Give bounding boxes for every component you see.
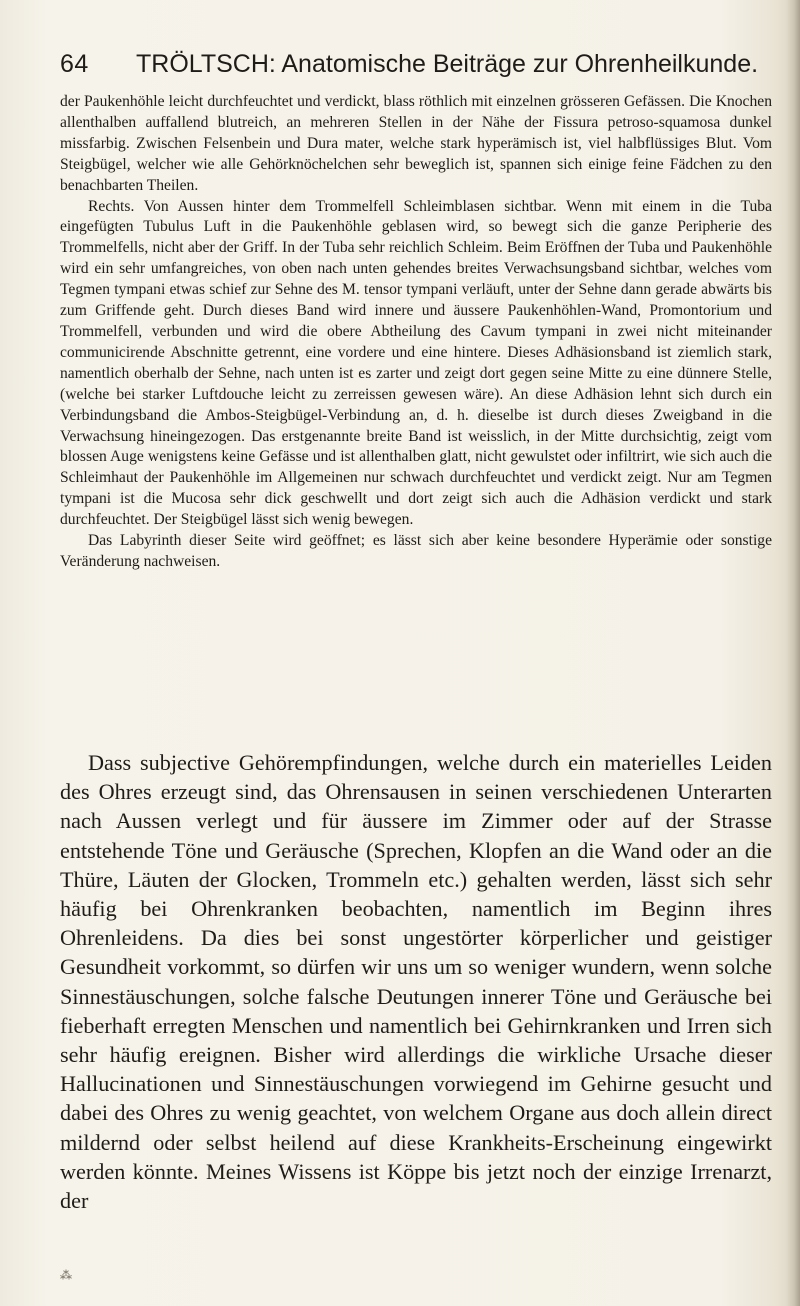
page-number: 64 bbox=[60, 50, 89, 78]
paragraph-labyrinth: Das Labyrinth dieser Seite wird geöffnet; es lässt sich aber keine besondere Hyperämie oder sonstige Veränderung nachweisen. bbox=[60, 532, 772, 570]
paragraph-right-ear-findings: Rechts. Von Aussen hinter dem Trommelfell Schleimblasen sichtbar. Wenn mit einem in die Tuba eingefügten Tubulus Luft in die Paukenhöhle geblasen wird, so bewegt sich die ganze Peripherie des Trommelfells, nicht aber der Griff. In der Tuba sehr reichlich Schleim. Beim Eröffnen der Tuba und Paukenhöhle wird ein sehr umfangreiches, von oben nach unten gehendes breites Verwachsungsband sichtbar, welches vom Tegmen tympani etwas schief zur Sehne des M. tensor tympani verläuft, unter der Sehne dann gerade abwärts bis zum Griffende geht. Durch dieses Band wird innere und äussere Paukenhöhlen-Wand, Promontorium und Trommelfell, verbunden und wird die obere Abtheilung des Cavum tympani in zwei nicht miteinander communicirende Abschnitte getrennt, eine vordere und eine hintere. Dieses Adhäsionsband ist ziemlich stark, namentlich oberhalb der Sehne, nach unten ist es zarter und zeigt dort gegen seine Mitte zu eine dünnere Stelle, (welche bei starker Luftdouche leicht zu zerreissen gewesen wäre). An diese Adhäsion lehnt sich durch ein Verbindungsband die Ambos-Steigbügel-Verbindung an, d. h. dieselbe ist durch dieses Zweigband in die Verwachsung hineingezogen. Das erstgenannte breite Band ist weisslich, in der Mitte durchsichtig, zeigt vom blossen Auge wenigstens keine Gefässe und ist allenthalben glatt, nicht gewulstet oder infiltrirt, wie sich auch die Schleimhaut der Paukenhöhle im Allgemeinen nur schwach durchfeuchtet und verdickt zeigt. Nur am Tegmen tympani ist die Mucosa sehr dick geschwellt und dort zeigt sich auch die Adhäsion verdickt und stark durchfeuchtet. Der Steigbügel lässt sich wenig bewegen. bbox=[60, 197, 772, 529]
page-header bbox=[60, 48, 760, 82]
printer-mark: ⁂ bbox=[60, 1268, 72, 1282]
paragraph-left-ear-findings: der Paukenhöhle leicht durchfeuchtet und verdickt, blass röthlich mit einzelnen grösseren Gefässen. Die Knochen allenthalben auffallend blutreich, an mehreren Stellen in der Nähe der Fissura petroso-squamosa dunkel missfarbig. Zwischen Felsenbein und Dura mater, welche stark hyperämisch ist, viel halbflüssiges Blut. Vom Steigbügel, welcher wie alle Gehörknöchelchen sehr beweglich ist, spannen sich einige feine Fädchen zu den benachbarten Theilen. bbox=[60, 93, 772, 194]
paragraph-subjective-sensations: Dass subjective Gehörempfindungen, welche durch ein materielles Leiden des Ohres erzeugt sind, das Ohrensausen in seinen verschiedenen Unterarten nach Aussen verlegt und für äussere im Zimmer oder auf der Strasse entstehende Töne und Geräusche (Sprechen, Klopfen an die Wand oder an die Thüre, Läuten der Glocken, Trommeln etc.) gehalten werden, lässt sich sehr häufig bei Ohrenkranken beobachten, namentlich im Beginn ihres Ohrenleidens. Da dies bei sonst ungestörter körperlicher und geistiger Gesundheit vorkommt, so dürfen wir uns um so weniger wundern, wenn solche Sinnestäuschungen, solche falsche Deutungen innerer Töne und Geräusche bei fieberhaft erregten Menschen und namentlich bei Gehirnkranken und Irren sich sehr häufig ereignen. Bisher wird allerdings die wirkliche Ursache dieser Hallucinationen und Sinnestäuschungen vorwiegend im Gehirne gesucht und dabei des Ohres zu wenig geachtet, von welchem Organe aus doch allein direct mildernd oder selbst heilend auf diese Krankheits-Erscheinung eingewirkt werden könnte. Meines Wissens ist Köppe bis jetzt noch der einzige Irrenarzt, der bbox=[60, 750, 772, 1214]
running-title: TRÖLTSCH: Anatomische Beiträge zur Ohrenheilkunde. bbox=[136, 50, 759, 78]
main-discussion-text bbox=[60, 748, 772, 1215]
page-edge-shadow bbox=[786, 0, 800, 1306]
case-report-text bbox=[60, 92, 772, 573]
